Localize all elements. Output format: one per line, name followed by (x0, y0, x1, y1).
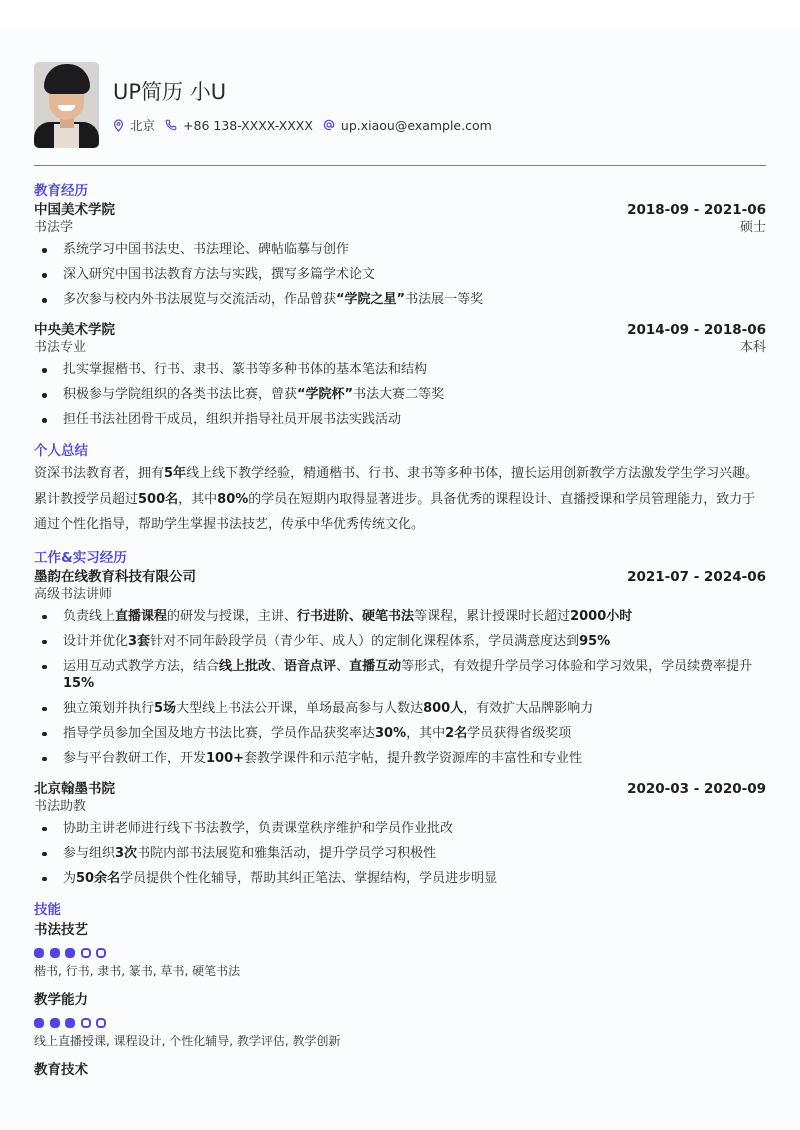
bullet-item: 担任书法社团骨干成员，组织并指导社员开展书法实践活动 (34, 411, 766, 428)
skill-item (34, 1060, 766, 1080)
bullet-item: 多次参与校内外书法展览与交流活动，作品曾获“学院之星”书法展一等奖 (34, 291, 766, 308)
company-name: 墨韵在线教育科技有限公司 (34, 568, 196, 585)
degree: 本科 (739, 340, 766, 355)
section-title-skills: 技能 (34, 901, 61, 918)
rating-dot-empty (81, 948, 91, 958)
at-sign-icon (323, 119, 335, 131)
rating-dot-empty (96, 948, 106, 958)
rating-dot-filled (34, 1018, 44, 1028)
email-text[interactable]: up.xiaou@example.com (340, 117, 492, 133)
bullet-item: 运用互动式教学方法，结合线上批改、语音点评、直播互动等形式，有效提升学员学习体验和学习效果，学员续费率提升15% (34, 658, 766, 692)
work-item (34, 780, 766, 887)
contact-info (113, 116, 502, 134)
bullet-item: 设计并优化3套针对不同年龄段学员（青少年、成人）的定制化课程体系，学员满意度达到95% (34, 633, 766, 650)
summary-section (34, 441, 766, 538)
bullet-item: 深入研究中国书法教育方法与实践，撰写多篇学术论文 (34, 266, 766, 283)
bullet-item: 系统学习中国书法史、书法理论、碑帖临摹与创作 (34, 241, 766, 258)
bullet-item: 扎实掌握楷书、行书、隶书、篆书等多种书体的基本笔法和结构 (34, 361, 766, 378)
contact-location (113, 116, 155, 134)
header-divider (34, 165, 766, 166)
avatar (34, 62, 99, 148)
skill-name: 书法技艺 (34, 921, 88, 938)
work-dates: 2021-07 - 2024-06 (627, 568, 766, 585)
edu-dates: 2014-09 - 2018-06 (627, 322, 766, 338)
rating-dot-filled (50, 1018, 60, 1028)
edu-bullets (34, 361, 766, 428)
bullet-item: 独立策划并执行5场大型线上书法公开课，单场最高参与人数达800人，有效扩大品牌影响力 (34, 700, 766, 717)
bullet-item: 参与组织3次书院内部书法展览和雅集活动，提升学员学习积极性 (34, 845, 766, 862)
work-section (34, 548, 766, 887)
resume-page (34, 62, 766, 1080)
bullet-item: 指导学员参加全国及地方书法比赛，学员作品获奖率达30%，其中2名学员获得省级奖项 (34, 725, 766, 742)
bullet-item: 协助主讲老师进行线下书法教学，负责课堂秩序维护和学员作业批改 (34, 820, 766, 837)
edu-bullets (34, 241, 766, 308)
section-title-summary: 个人总结 (34, 443, 88, 459)
job-role: 书法助教 (34, 798, 87, 814)
skill-item (34, 920, 766, 980)
contact-email[interactable] (323, 118, 492, 133)
skill-name: 教学能力 (34, 991, 88, 1008)
work-item (34, 568, 766, 767)
work-bullets (34, 608, 766, 767)
major: 书法学 (34, 220, 74, 235)
company-name: 北京翰墨书院 (34, 780, 115, 797)
summary-text: 资深书法教育者，拥有5年线上线下教学经验，精通楷书、行书、隶书等多种书体，擅长运用创新教学方法激发学生学习兴趣。累计教授学员超过500名，其中80%的学员在短期内取得显著进步。具备优秀的课程设计、直播授课和学员管理能力，致力于通过个性化指导，帮助学生掌握书法技艺，传承中华优秀传统文化。 (34, 466, 759, 532)
edu-dates: 2018-09 - 2021-06 (627, 202, 766, 218)
bullet-item: 为50余名学员提供个性化辅导，帮助其纠正笔法、掌握结构，学员进步明显 (34, 870, 766, 887)
skills-section (34, 900, 766, 1080)
bullet-item: 参与平台教研工作，开发100+套教学课件和示范字帖，提升教学资源库的丰富性和专业性 (34, 750, 766, 767)
skill-level-rating (34, 1018, 766, 1028)
skill-tags: 楷书, 行书, 隶书, 篆书, 草书, 硬笔书法 (34, 963, 241, 978)
rating-dot-empty (96, 1018, 106, 1028)
skill-item (34, 990, 766, 1050)
job-role: 高级书法讲师 (34, 586, 113, 602)
skill-level-rating (34, 948, 766, 958)
location-text: 北京 (130, 118, 156, 133)
phone-text: +86 138-XXXX-XXXX (183, 117, 313, 133)
school-name: 中国美术学院 (34, 202, 115, 218)
education-item (34, 201, 766, 308)
rating-dot-filled (65, 1018, 75, 1028)
skill-name: 教育技术 (34, 1061, 88, 1078)
rating-dot-filled (34, 948, 44, 958)
school-name: 中央美术学院 (34, 322, 115, 338)
section-title-education: 教育经历 (34, 183, 88, 199)
work-dates: 2020-03 - 2020-09 (627, 780, 766, 797)
bullet-item: 积极参与学院组织的各类书法比赛，曾获“学院杯”书法大赛二等奖 (34, 386, 766, 403)
rating-dot-filled (50, 948, 60, 958)
location-pin-icon (113, 119, 124, 132)
major: 书法专业 (34, 340, 87, 355)
top-band (0, 0, 800, 28)
contact-phone (165, 118, 313, 133)
education-section (34, 181, 766, 428)
education-item (34, 321, 766, 428)
bullet-item: 负责线上直播课程的研发与授课，主讲、行书进阶、硬笔书法等课程，累计授课时长超过2000小时 (34, 608, 766, 625)
rating-dot-empty (81, 1018, 91, 1028)
work-bullets (34, 820, 766, 887)
resume-header (34, 62, 766, 148)
phone-icon (165, 119, 177, 131)
candidate-name: UP简历 小U (113, 80, 227, 104)
skill-tags: 线上直播授课, 课程设计, 个性化辅导, 教学评估, 教学创新 (34, 1033, 341, 1048)
rating-dot-filled (65, 948, 75, 958)
degree: 硕士 (739, 220, 766, 235)
section-title-work: 工作&实习经历 (34, 549, 127, 566)
